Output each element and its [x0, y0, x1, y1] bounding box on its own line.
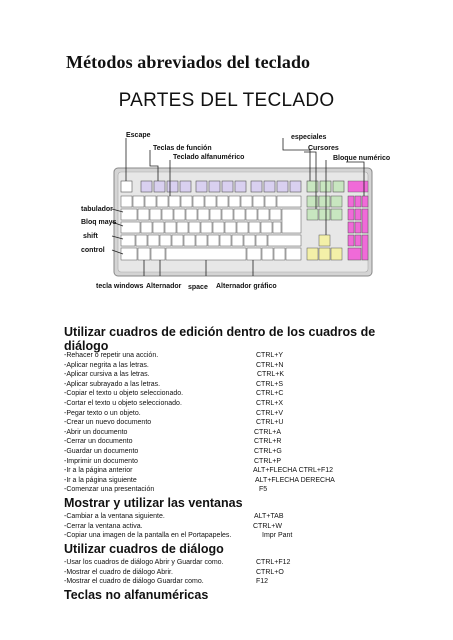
shortcut-description: -Cambiar a la ventana siguiente.: [64, 513, 165, 520]
alt-key: [151, 248, 165, 260]
shortcut-description: -Mostrar el cuadro de diálogo Abrir.: [64, 568, 173, 576]
shortcut-description: -Aplicar subrayado a las letras.: [64, 380, 161, 388]
shortcut-row: [64, 577, 404, 587]
space-key: [166, 248, 246, 260]
shortcut-row: [64, 418, 404, 428]
keyboard-parts-heading: PARTES DEL TECLADO: [118, 90, 335, 111]
shortcut-description: -Ir a la página anterior: [64, 467, 133, 475]
label-cursors: Cursores: [308, 145, 339, 152]
shortcut-description: -Aplicar cursiva a las letras.: [64, 371, 150, 379]
shortcut-description: -Copiar el texto u objeto seleccionado.: [64, 390, 184, 398]
shortcut-description: -Comenzar una presentación: [64, 486, 155, 494]
shortcut-row: [64, 466, 404, 476]
shortcut-description: -Copiar una imagen de la pantalla en el Portapapeles.: [64, 532, 232, 540]
shortcut-keys: CTRL+U: [256, 419, 284, 427]
label-caps-lock: Bloq mays: [81, 219, 117, 226]
shortcut-row: [64, 361, 404, 371]
section-heading-non-alphanumeric: Teclas no alfanuméricas: [64, 588, 209, 602]
shortcut-description: -Aplicar negrita a las letras.: [64, 361, 149, 369]
section-heading-windows: Mostrar y utilizar las ventanas: [64, 496, 243, 510]
section-heading-edit-boxes: Utilizar cuadros de edición dentro de los cuadros de diálogo: [64, 325, 376, 353]
shortcut-keys: F12: [256, 578, 269, 586]
shortcut-row: [64, 428, 404, 438]
shortcut-keys: ALT+TAB: [254, 513, 284, 520]
label-shift: shift: [83, 233, 98, 240]
shortcut-description: -Cerrar un documento: [64, 438, 133, 446]
shortcut-row: [64, 437, 404, 447]
numeric-block: [348, 196, 368, 260]
label-alt-gr: Alternador gráfico: [216, 283, 277, 290]
function-keys-row: [121, 181, 368, 192]
shortcut-keys: CTRL+F12: [256, 559, 291, 566]
shortcut-keys: ALT+FLECHA DERECHA: [255, 476, 335, 484]
label-alphanumeric: Teclado alfanumérico: [173, 154, 245, 161]
section-heading-dialogs: Utilizar cuadros de diálogo: [64, 542, 224, 556]
caps-lock-key: [121, 222, 140, 233]
shortcut-description: -Pegar texto o un objeto.: [64, 409, 141, 417]
shortcut-keys: ALT+FLECHA CTRL+F12: [253, 467, 334, 475]
label-alt: Alternador: [146, 283, 182, 290]
shortcut-keys: CTRL+W: [253, 522, 282, 530]
label-escape: Escape: [126, 132, 151, 139]
tab-key: [121, 209, 137, 220]
shortcut-keys: CTRL+R: [254, 438, 282, 446]
alt-gr-key: [247, 248, 261, 260]
label-space: space: [188, 284, 208, 291]
shortcut-row: [64, 568, 404, 578]
shortcut-keys: CTRL+P: [254, 457, 282, 465]
shortcut-description: -Imprimir un documento: [64, 457, 138, 465]
shortcut-row: [64, 389, 404, 399]
label-numeric-block: Bloque numérico: [333, 155, 391, 162]
shortcut-row: [64, 351, 404, 361]
shortcut-description: -Cortar el texto u objeto seleccionado.: [64, 400, 182, 407]
shortcut-keys: CTRL+O: [256, 568, 284, 576]
shortcut-keys: CTRL+N: [256, 361, 284, 369]
shortcut-row: [64, 457, 404, 467]
shift-key: [121, 235, 135, 246]
shortcut-keys: CTRL+Y: [256, 352, 284, 359]
shortcut-row: [64, 409, 404, 419]
alphanumeric-block: [121, 196, 301, 260]
shortcut-description: -Usar los cuadros de diálogo Abrir y Guardar como.: [64, 559, 224, 566]
shortcut-row: [64, 531, 404, 541]
keyboard-diagram: [78, 126, 391, 298]
shortcut-keys: CTRL+K: [257, 371, 285, 379]
shortcut-row: [64, 447, 404, 457]
shortcut-description: -Abrir un documento: [64, 428, 128, 436]
label-windows-key: tecla windows: [96, 283, 144, 290]
shortcut-row: [64, 558, 404, 568]
shortcut-keys: F5: [259, 486, 268, 494]
shortcut-keys: CTRL+C: [256, 390, 284, 398]
shortcut-row: [64, 370, 404, 380]
shortcut-row: [64, 380, 404, 390]
shortcut-keys: CTRL+V: [256, 409, 284, 417]
shortcut-description: -Ir a la página siguiente: [64, 476, 137, 484]
label-control: control: [81, 247, 105, 254]
label-tab: tabulador: [81, 206, 113, 213]
shortcut-keys: CTRL+S: [256, 380, 284, 388]
shortcut-keys: Impr Pant: [262, 532, 293, 540]
escape-key: [121, 181, 132, 192]
shortcut-row: [64, 476, 404, 486]
shortcut-description: -Crear un nuevo documento: [64, 419, 152, 427]
keyboard-illustration: [78, 126, 391, 298]
shortcut-keys: CTRL+X: [256, 400, 284, 407]
document-title: Métodos abreviados del teclado: [66, 52, 311, 72]
shortcut-description: -Guardar un documento: [64, 448, 139, 455]
shortcut-row: [64, 485, 404, 495]
label-function-keys: Teclas de función: [153, 145, 212, 152]
shortcut-keys: CTRL+A: [254, 428, 282, 436]
shortcut-description: -Cerrar la ventana activa.: [64, 522, 143, 530]
shortcut-description: -Rehacer o repetir una acción.: [64, 352, 159, 359]
shortcut-row: [64, 399, 404, 409]
label-special: especiales: [291, 134, 327, 141]
control-key: [121, 248, 137, 260]
shortcut-row: [64, 522, 404, 532]
shortcut-row: [64, 512, 404, 522]
shortcut-keys: CTRL+G: [254, 448, 282, 455]
shortcut-description: -Mostrar el cuadro de diálogo Guardar como.: [64, 578, 204, 586]
windows-key: [138, 248, 150, 260]
